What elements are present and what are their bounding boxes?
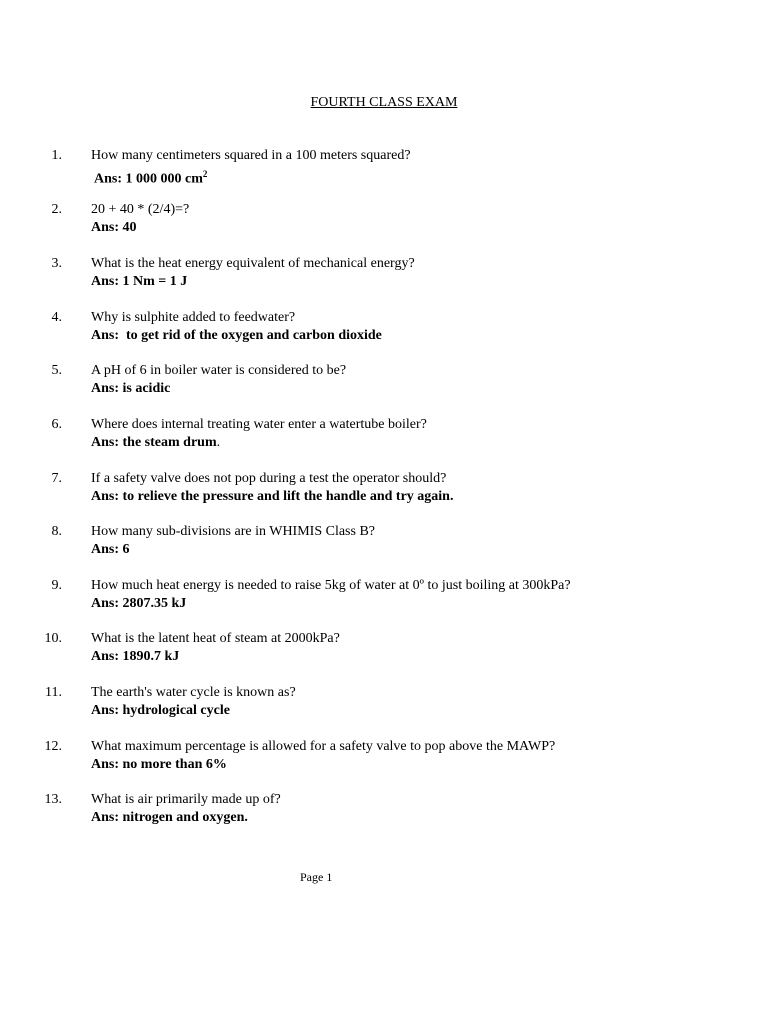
question-text: Why is sulphite added to feedwater? xyxy=(91,310,296,325)
answer-text xyxy=(91,702,230,720)
exam-title xyxy=(0,95,768,111)
answer-main: Ans: the steam drum xyxy=(91,435,217,450)
answer-text xyxy=(91,488,453,506)
question-number: 9. xyxy=(51,578,62,593)
answer-text xyxy=(91,541,130,559)
question-number: 10. xyxy=(44,631,62,646)
answer-main: Ans: 2807.35 kJ xyxy=(91,596,187,611)
page-number: Page 1 xyxy=(300,870,333,884)
answer-main: Ans: 40 xyxy=(91,220,137,235)
question-text: What is the heat energy equivalent of mechanical energy? xyxy=(91,256,415,271)
question-number: 5. xyxy=(51,363,62,378)
question-number: 11. xyxy=(45,685,62,700)
question-text: What is air primarily made up of? xyxy=(91,792,281,807)
answer-main: Ans: 6 xyxy=(91,542,130,557)
question-number: 6. xyxy=(51,417,62,432)
question-text: What maximum percentage is allowed for a safety valve to pop above the MAWP? xyxy=(91,739,556,754)
question-number: 3. xyxy=(51,256,62,271)
answer-main: Ans: nitrogen and oxygen. xyxy=(91,810,248,825)
question-text: What is the latent heat of steam at 2000kPa? xyxy=(91,631,340,646)
question-number: 12. xyxy=(44,739,62,754)
question-text: 20 + 40 * (2/4)=? xyxy=(91,202,190,217)
answer-text xyxy=(91,595,186,613)
question-text: A pH of 6 in boiler water is considered to be? xyxy=(91,363,347,378)
answer-text xyxy=(91,327,382,345)
answer-text xyxy=(91,648,179,666)
answer-main: Ans: to get rid of the oxygen and carbon dioxide xyxy=(91,328,382,343)
answer-text xyxy=(91,380,170,398)
question-text: How much heat energy is needed to raise 5kg of water at 0º to just boiling at 300kPa? xyxy=(91,578,571,593)
question-text: If a safety valve does not pop during a test the operator should? xyxy=(91,471,447,486)
answer-main: Ans: is acidic xyxy=(91,381,171,396)
question-number: 8. xyxy=(51,524,62,539)
answer-text xyxy=(94,165,207,189)
answer-main: Ans: no more than 6% xyxy=(91,757,227,772)
question-text: How many sub-divisions are in WHIMIS Class B? xyxy=(91,524,375,539)
answer-trailing-punctuation: . xyxy=(216,435,221,450)
answer-main: Ans: 1 000 000 cm xyxy=(94,171,203,187)
question-text: The earth's water cycle is known as? xyxy=(91,685,296,700)
answer-main: Ans: 1890.7 kJ xyxy=(91,649,180,664)
question-number: 7. xyxy=(51,471,62,486)
exam-title-text: FOURTH CLASS EXAM xyxy=(310,95,458,110)
question-number: 4. xyxy=(51,310,62,325)
question-number: 13. xyxy=(44,792,62,807)
question-text: How many centimeters squared in a 100 meters squared? xyxy=(91,148,411,163)
answer-text xyxy=(91,434,220,452)
answer-main: Ans: 1 Nm = 1 J xyxy=(91,274,188,289)
answer-text xyxy=(91,273,187,291)
answer-main: Ans: hydrological cycle xyxy=(91,703,230,718)
answer-text xyxy=(91,219,137,237)
question-number: 1. xyxy=(51,148,62,163)
question-number: 2. xyxy=(51,202,62,217)
answer-main: Ans: to relieve the pressure and lift the handle and try again. xyxy=(91,489,454,504)
answer-superscript: 2 xyxy=(202,169,208,179)
answer-text xyxy=(91,756,227,774)
answer-text xyxy=(91,809,248,827)
question-text: Where does internal treating water enter a watertube boiler? xyxy=(91,417,427,432)
